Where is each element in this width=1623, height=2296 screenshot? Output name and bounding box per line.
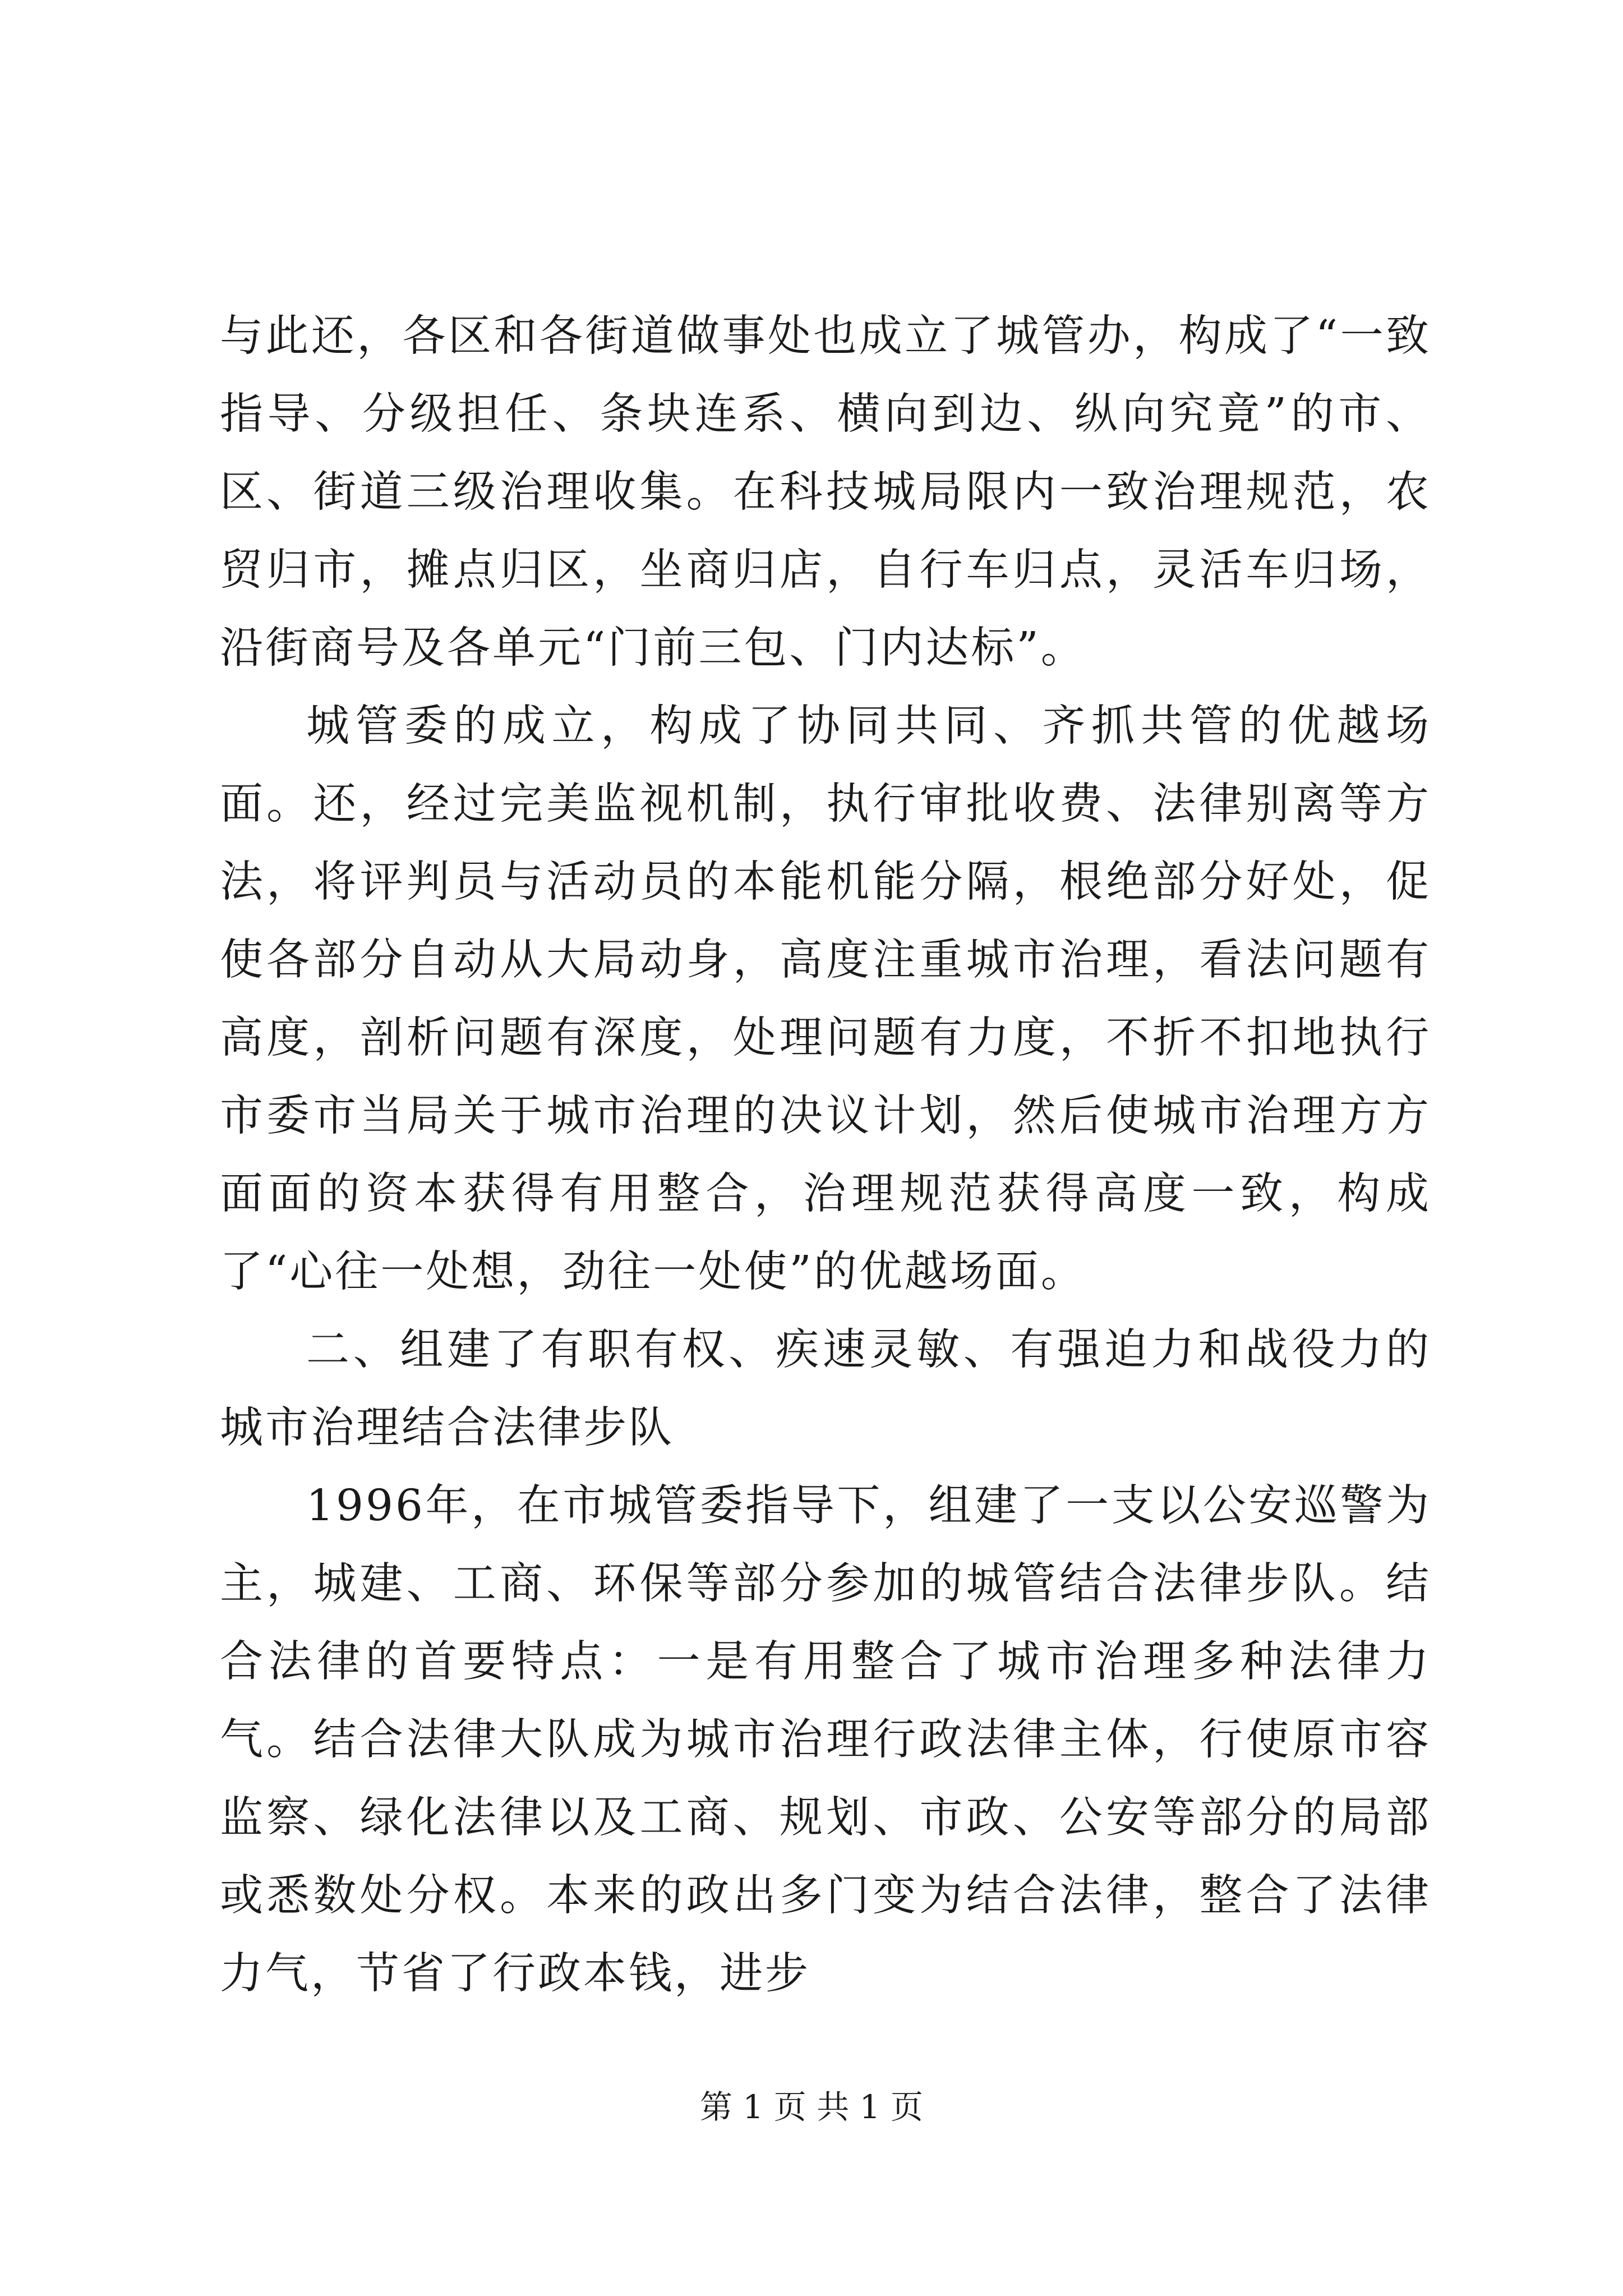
page-footer: 第 1 页 共 1 页	[700, 2088, 923, 2126]
paragraph-1: 与此还，各区和各街道做事处也成立了城管办，构成了“一致指导、分级担任、条块连系、横向到边、纵向究竟”的市、区、街道三级治理收集。在科技城局限内一致治理规范，农贸归市，摊点归区，坐商归店，自行车归点，灵活车归场，沿街商号及各单元“门前三包、门内达标”。	[220, 311, 1431, 673]
section-heading: 二、组建了有职有权、疾速灵敏、有强迫力和战役力的城市治理结合法律步队	[220, 1325, 1431, 1453]
paragraph-2: 城管委的成立，构成了协同共同、齐抓共管的优越场面。还，经过完美监视机制，执行审批收费、法律别离等方法，将评判员与活动员的本能机能分隔，根绝部分好处，促使各部分自动从大局动身，高度注重城市治理，看法问题有高度，剖析问题有深度，处理问题有力度，不折不扣地执行市委市当局关于城市治理的决议计划，然后使城市治理方方面面的资本获得有用整合，治理规范获得高度一致，构成了“心往一处想，劲往一处使”的优越场面。	[220, 701, 1431, 1297]
paragraph-3: 1996年，在市城管委指导下，组建了一支以公安巡警为主，城建、工商、环保等部分参加的城管结合法律步队。结合法律的首要特点：一是有用整合了城市治理多种法律力气。结合法律大队成为城市治理行政法律主体，行使原市容监察、绿化法律以及工商、规划、市政、公安等部分的局部或悉数处分权。本来的政出多门变为结合法律，整合了法律力气，节省了行政本钱，进步	[220, 1481, 1431, 1999]
document-body	[220, 297, 1431, 2013]
